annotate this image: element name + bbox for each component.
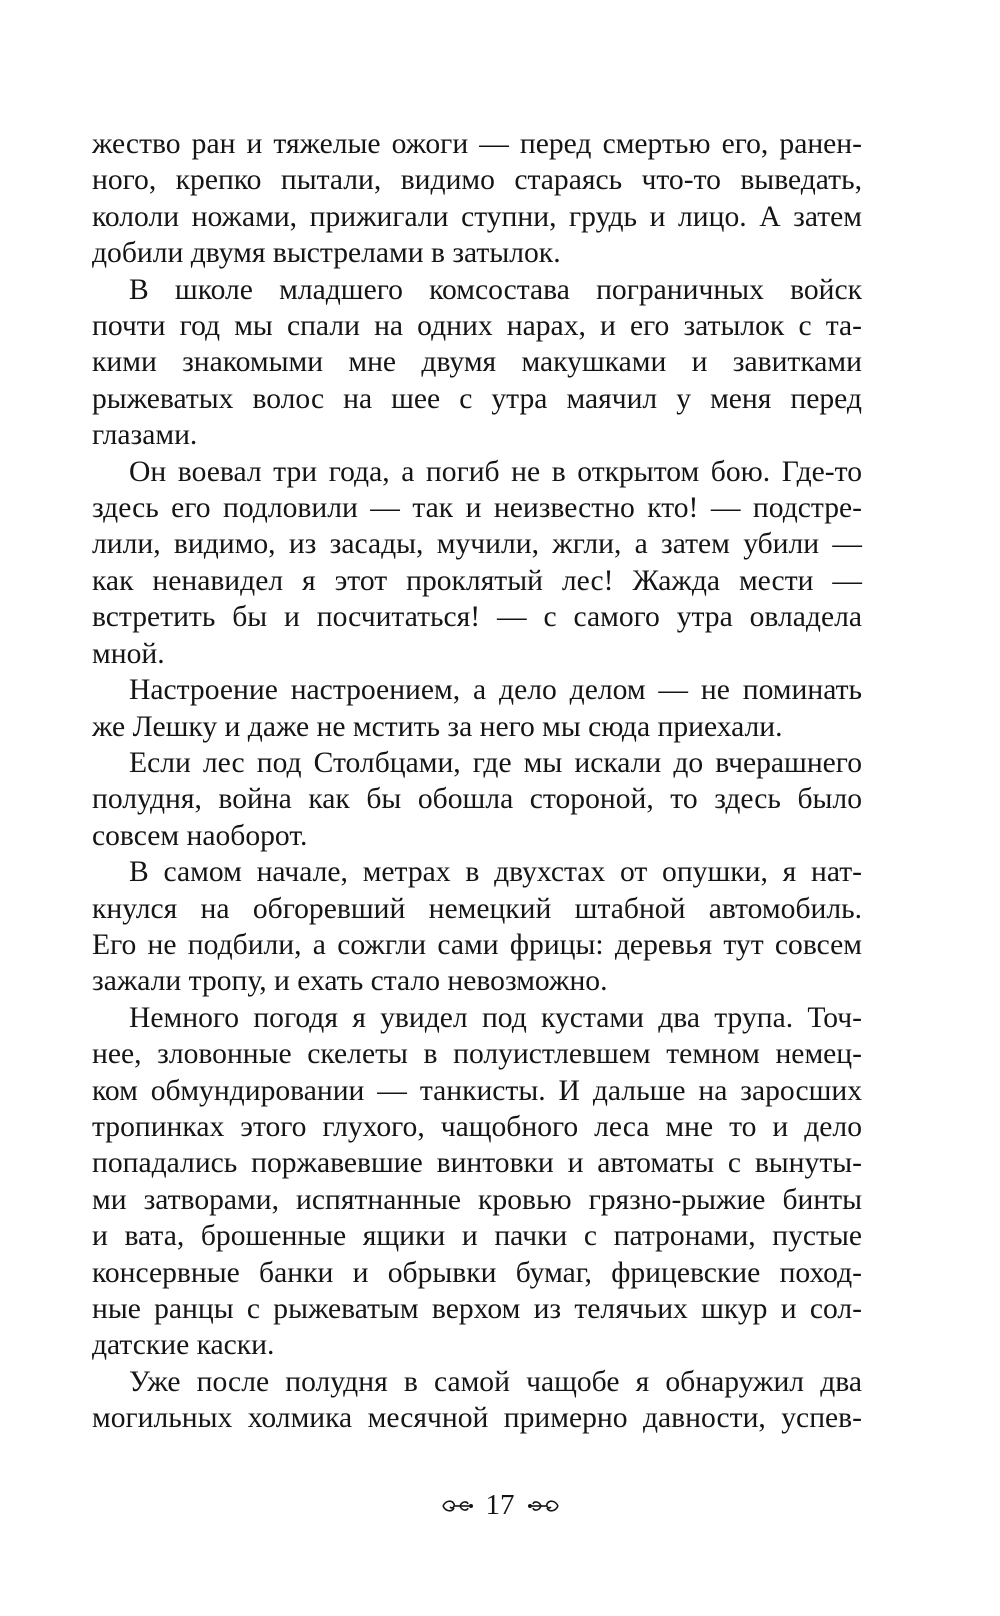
text-line: могильных холмика месячной примерно давности, успев- (92, 1402, 862, 1435)
paragraph (92, 272, 862, 454)
paragraph (92, 854, 862, 1000)
page-number: 17 (485, 1489, 515, 1521)
ornament-right-icon (527, 1496, 561, 1516)
paragraph (92, 1364, 862, 1437)
text-line: ми затворами, испятнанные кровью грязно-рыжие бинты (92, 1183, 862, 1216)
page-folio (0, 1489, 1000, 1522)
text-line: ного, крепко пытали, видимо стараясь что-то выведать, (92, 164, 862, 197)
text-line: кнулся на обгоревший немецкий штабной автомобиль. (92, 892, 862, 925)
text-line: Уже после полудня в самой чащобе я обнаружил два (129, 1365, 862, 1398)
text-line: совсем наоборот. (92, 819, 308, 852)
text-line: Его не подбили, а сожгли сами фрицы: деревья тут совсем (92, 928, 862, 961)
text-line: добили двумя выстрелами в затылок. (92, 237, 561, 270)
text-line: глазами. (92, 419, 198, 452)
text-line: Он воевал три года, а погиб не в открытом бою. Где-то (129, 455, 862, 488)
text-line: ные ранцы с рыжеватым верхом из телячьих шкур и сол- (92, 1293, 862, 1325)
ornament-left-icon (440, 1496, 474, 1516)
text-line: датские каски. (92, 1329, 275, 1362)
paragraph (92, 454, 862, 672)
text-line: лили, видимо, из засады, мучили, жгли, а затем убили — (92, 528, 862, 561)
text-line: зажали тропу, и ехать стало невозможно. (92, 965, 608, 998)
paragraph (92, 672, 862, 745)
text-line: мной. (92, 637, 165, 670)
text-line: здесь его подловили — так и неизвестно кто! — подстре- (92, 492, 862, 525)
text-line: рыжеватых волос на шее с утра маячил у меня перед (92, 382, 862, 415)
text-line: В школе младшего комсостава пограничных войск (129, 273, 862, 306)
text-line: встретить бы и посчитаться! — с самого утра овладела (92, 601, 862, 634)
text-line: почти год мы спали на одних нарах, и его затылок с та- (92, 310, 862, 343)
text-line: Если лес под Столбцами, где мы искали до вчерашнего (129, 746, 862, 779)
text-line: ком обмундировании — танкисты. И дальше на заросших (92, 1074, 862, 1107)
text-line: консервные банки и обрывки бумаг, фрицевские поход- (92, 1256, 862, 1289)
page-body (92, 126, 862, 1437)
text-line: тропинках этого глухого, чащобного леса мне то и дело (92, 1110, 862, 1143)
text-line: попадались поржавевшие винтовки и автоматы с вынуты- (92, 1147, 862, 1180)
text-line: В самом начале, метрах в двухстах от опушки, я нат- (129, 856, 862, 889)
text-line: полудня, война как бы обошла стороной, то здесь было (92, 783, 862, 816)
text-line: кололи ножами, прижигали ступни, грудь и лицо. А затем (92, 200, 862, 233)
paragraph (92, 745, 862, 854)
text-line: Настроение настроением, а дело делом — не поминать (129, 674, 862, 707)
text-line: жество ран и тяжелые ожоги — перед смертью его, ранен- (92, 128, 862, 160)
text-line: и вата, брошенные ящики и пачки с патронами, пустые (92, 1220, 862, 1253)
text-line: кими знакомыми мне двумя макушками и завитками (92, 346, 862, 379)
text-line: нее, зловонные скелеты в полуистлевшем темном немец- (92, 1038, 862, 1071)
text-line: как ненавидел я этот проклятый лес! Жажда мести — (92, 564, 862, 597)
paragraph (92, 126, 862, 272)
paragraph (92, 1000, 862, 1364)
text-line: же Лешку и даже не мстить за него мы сюда приехали. (92, 710, 783, 743)
text-line: Немного погодя я увидел под кустами два трупа. Точ- (129, 1001, 862, 1034)
